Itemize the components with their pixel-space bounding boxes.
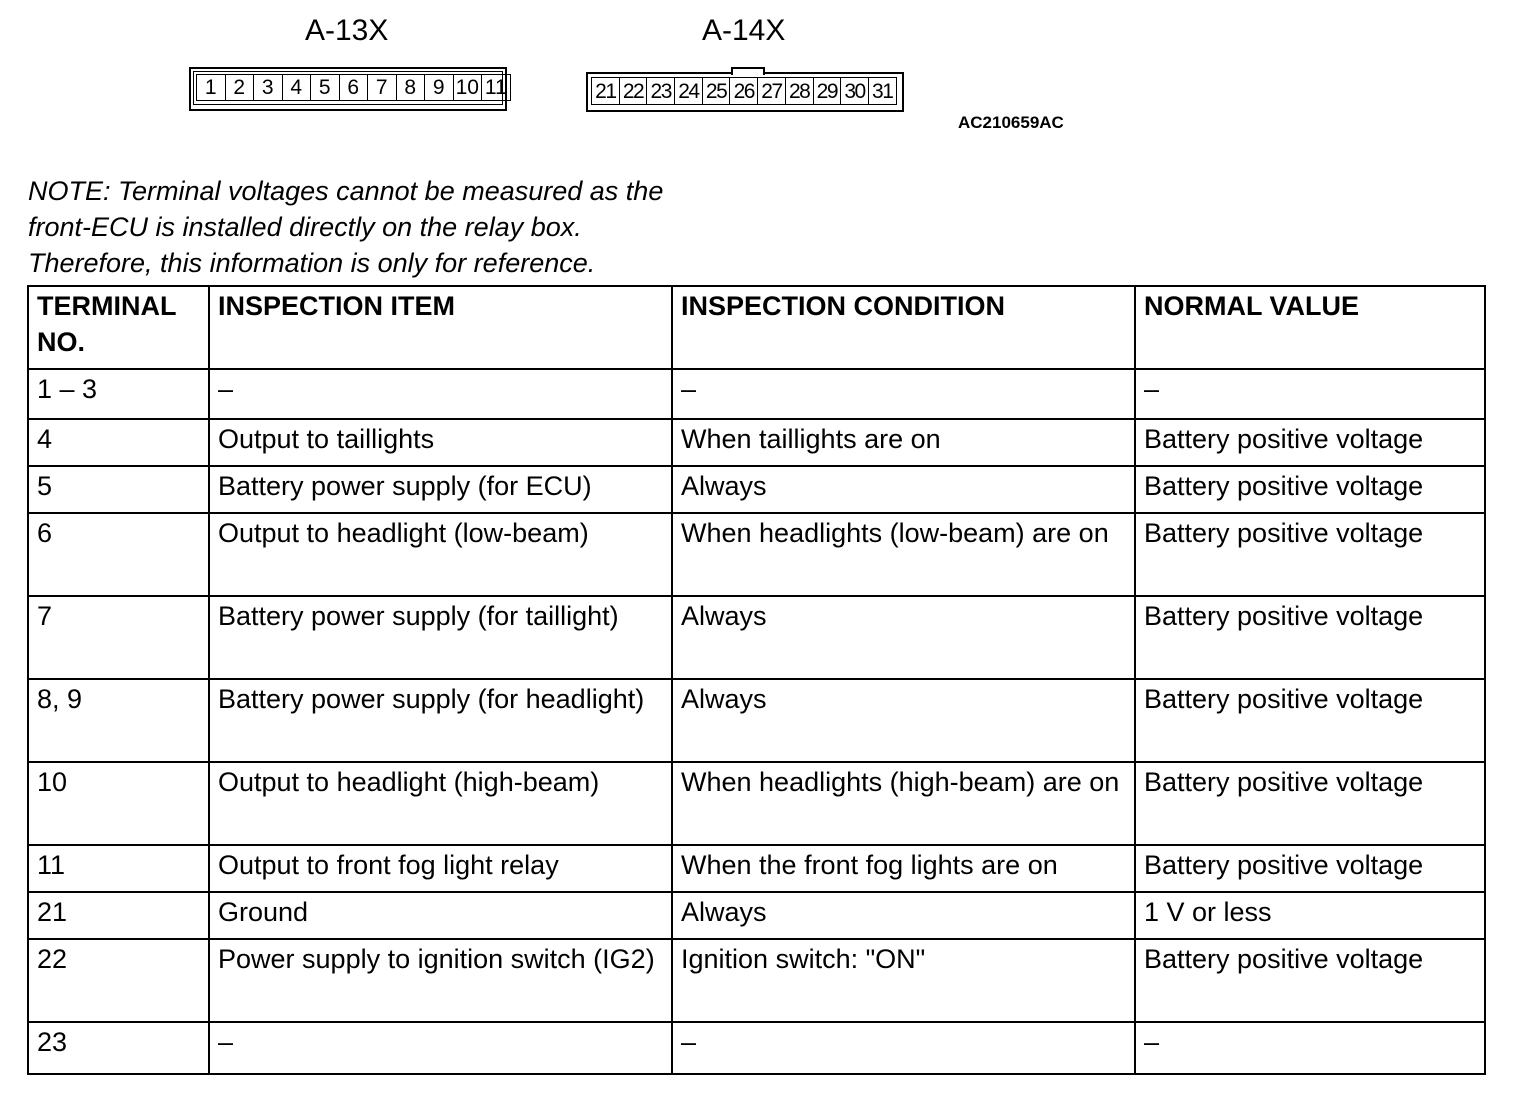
table-row <box>28 845 1485 892</box>
connector-a13x-pin: 6 <box>339 74 368 101</box>
connector-a13x-pin: 3 <box>253 74 282 101</box>
table-row <box>28 892 1485 939</box>
connector-a13x-pin: 5 <box>310 74 339 101</box>
cell-condition: When the front fog lights are on <box>672 845 1135 892</box>
cell-condition: When headlights (low-beam) are on <box>672 513 1135 596</box>
cell-value: Battery positive voltage <box>1135 939 1485 1022</box>
cell-condition: – <box>672 369 1135 419</box>
connector-a13x-pin: 9 <box>424 74 453 101</box>
connector-a13x-pin: 11 <box>481 74 511 101</box>
connector-a14x-pin: 31 <box>868 77 897 105</box>
connector-a14x-pin: 21 <box>591 77 619 105</box>
figure-code: AC210659AC <box>958 113 1064 132</box>
connector-a13x-pin: 10 <box>453 74 482 101</box>
header-normal-value: NORMAL VALUE <box>1135 286 1485 369</box>
note-line-1: NOTE: Terminal voltages cannot be measured as the <box>28 176 664 206</box>
cell-value: Battery positive voltage <box>1135 513 1485 596</box>
connector-a14x-pin: 27 <box>757 77 785 105</box>
cell-value: Battery positive voltage <box>1135 596 1485 679</box>
terminal-inspection-table <box>27 285 1486 1075</box>
cell-condition: Always <box>672 466 1135 513</box>
cell-condition: Always <box>672 892 1135 939</box>
cell-value: Battery positive voltage <box>1135 845 1485 892</box>
cell-value: Battery positive voltage <box>1135 466 1485 513</box>
cell-value: Battery positive voltage <box>1135 762 1485 845</box>
cell-item: Ground <box>209 892 672 939</box>
cell-terminal: 5 <box>28 466 209 513</box>
cell-terminal: 10 <box>28 762 209 845</box>
cell-item: Power supply to ignition switch (IG2) <box>209 939 672 1022</box>
table-row <box>28 419 1485 466</box>
connector-a14x-pin: 22 <box>619 77 647 105</box>
connector-a14x-label: A-14X <box>702 14 786 47</box>
cell-value: 1 V or less <box>1135 892 1485 939</box>
header-inspection-item: INSPECTION ITEM <box>209 286 672 369</box>
cell-item: Battery power supply (for ECU) <box>209 466 672 513</box>
table-row <box>28 679 1485 762</box>
connector-a14x-pin: 26 <box>729 77 757 105</box>
cell-terminal: 4 <box>28 419 209 466</box>
cell-item: Output to front fog light relay <box>209 845 672 892</box>
table-row <box>28 1022 1485 1074</box>
cell-item: Output to taillights <box>209 419 672 466</box>
table-row <box>28 369 1485 419</box>
note-line-3: Therefore, this information is only for reference. <box>28 248 596 278</box>
reference-note <box>28 173 928 281</box>
connector-a14x-pin: 23 <box>646 77 674 105</box>
connector-a13x-pin: 2 <box>225 74 254 101</box>
connector-a13x-label: A-13X <box>305 14 389 47</box>
connector-a13x-pin: 7 <box>367 74 396 101</box>
connector-a14x-pins <box>591 77 897 105</box>
cell-terminal: 11 <box>28 845 209 892</box>
cell-condition: When headlights (high-beam) are on <box>672 762 1135 845</box>
connector-a14x-pin: 28 <box>785 77 813 105</box>
table-row <box>28 513 1485 596</box>
table-row <box>28 762 1485 845</box>
cell-value: Battery positive voltage <box>1135 419 1485 466</box>
cell-item: – <box>209 369 672 419</box>
cell-item: – <box>209 1022 672 1074</box>
cell-condition: When taillights are on <box>672 419 1135 466</box>
connector-a13x-pin: 8 <box>396 74 425 101</box>
header-terminal-no: TERMINAL NO. <box>28 286 209 369</box>
cell-terminal: 23 <box>28 1022 209 1074</box>
connector-a14x-pin: 30 <box>840 77 868 105</box>
table-row <box>28 939 1485 1022</box>
cell-terminal: 7 <box>28 596 209 679</box>
cell-item: Output to headlight (low-beam) <box>209 513 672 596</box>
cell-value: Battery positive voltage <box>1135 679 1485 762</box>
connector-a13x-pins <box>196 74 511 101</box>
cell-condition: – <box>672 1022 1135 1074</box>
connector-a14x-pin: 24 <box>674 77 702 105</box>
cell-condition: Ignition switch: "ON" <box>672 939 1135 1022</box>
header-inspection-condition: INSPECTION CONDITION <box>672 286 1135 369</box>
cell-item: Battery power supply (for headlight) <box>209 679 672 762</box>
cell-terminal: 6 <box>28 513 209 596</box>
cell-terminal: 21 <box>28 892 209 939</box>
table-row <box>28 466 1485 513</box>
connector-a14x-pin: 25 <box>702 77 730 105</box>
connector-a14x-pin: 29 <box>813 77 841 105</box>
cell-terminal: 22 <box>28 939 209 1022</box>
connector-a13x-pin: 4 <box>282 74 311 101</box>
note-line-2: front-ECU is installed directly on the relay box. <box>28 212 582 242</box>
cell-condition: Always <box>672 596 1135 679</box>
cell-item: Battery power supply (for taillight) <box>209 596 672 679</box>
connector-a13x-pin: 1 <box>196 74 225 101</box>
cell-terminal: 1 – 3 <box>28 369 209 419</box>
cell-condition: Always <box>672 679 1135 762</box>
cell-value: – <box>1135 369 1485 419</box>
connector-a14x-lock-tab <box>731 67 765 75</box>
cell-value: – <box>1135 1022 1485 1074</box>
cell-item: Output to headlight (high-beam) <box>209 762 672 845</box>
table-row <box>28 596 1485 679</box>
cell-terminal: 8, 9 <box>28 679 209 762</box>
